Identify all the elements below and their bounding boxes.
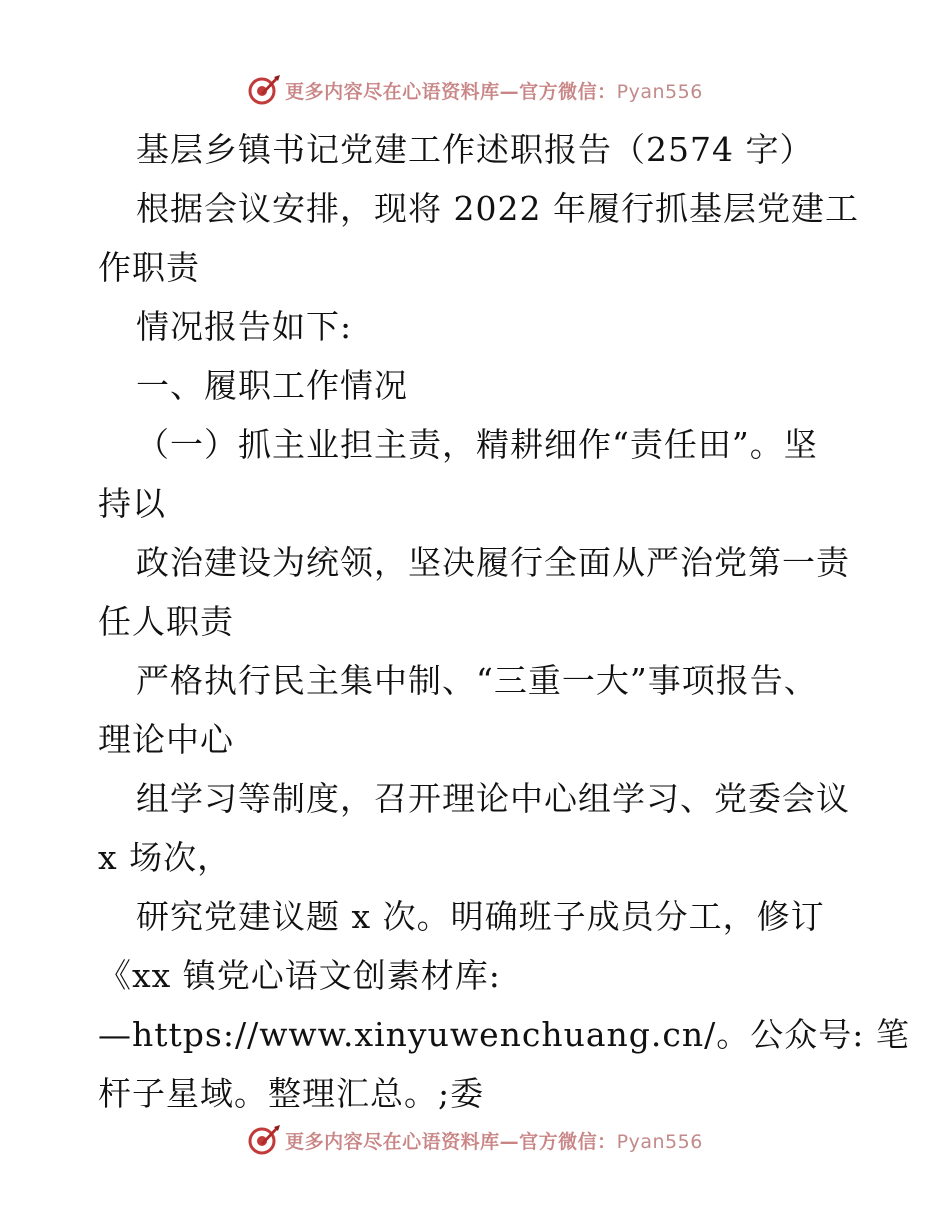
text-line: 根据会议安排，现将 2022 年履行抓基层党建工 bbox=[136, 189, 859, 228]
header-banner bbox=[0, 70, 950, 110]
text-line: 持以 bbox=[98, 484, 166, 523]
text-line: —https://www.xinyuwenchuang.cn/。公众号: 笔 bbox=[98, 1015, 910, 1054]
wechat-id: Pyan556 bbox=[616, 1130, 703, 1153]
text-line: x 场次， bbox=[98, 838, 232, 877]
text-line: （一）抓主业担主责，精耕细作“责任田”。坚 bbox=[136, 425, 818, 464]
text-line: 一、履职工作情况 bbox=[136, 366, 408, 405]
text-line: 任人职责 bbox=[98, 602, 234, 641]
text-line: 理论中心 bbox=[98, 720, 234, 759]
document-body bbox=[98, 120, 910, 1123]
text-line: 杆子星域。整理汇总。;委 bbox=[98, 1074, 485, 1113]
text-line: 情况报告如下: bbox=[136, 307, 353, 346]
text-line: 政治建设为统领，坚决履行全面从严治党第一责 bbox=[136, 543, 850, 582]
text-line: 组学习等制度，召开理论中心组学习、党委会议 bbox=[136, 779, 850, 818]
footer-banner bbox=[0, 1120, 950, 1160]
text-line: 《xx 镇党心语文创素材库: bbox=[98, 956, 501, 995]
quill-logo-icon bbox=[247, 1123, 281, 1157]
quill-logo-icon bbox=[247, 73, 281, 107]
text-line: 基层乡镇书记党建工作述职报告（2574 字） bbox=[136, 130, 814, 169]
banner-text: 更多内容尽在心语资料库—官方微信：Pyan556 bbox=[285, 80, 703, 103]
text-line: 研究党建议题 x 次。明确班子成员分工，修订 bbox=[136, 897, 825, 936]
text-line: 作职责 bbox=[98, 248, 200, 287]
banner-text: 更多内容尽在心语资料库—官方微信：Pyan556 bbox=[285, 1130, 703, 1153]
text-line: 严格执行民主集中制、“三重一大”事项报告、 bbox=[136, 661, 818, 700]
wechat-id: Pyan556 bbox=[616, 80, 703, 103]
